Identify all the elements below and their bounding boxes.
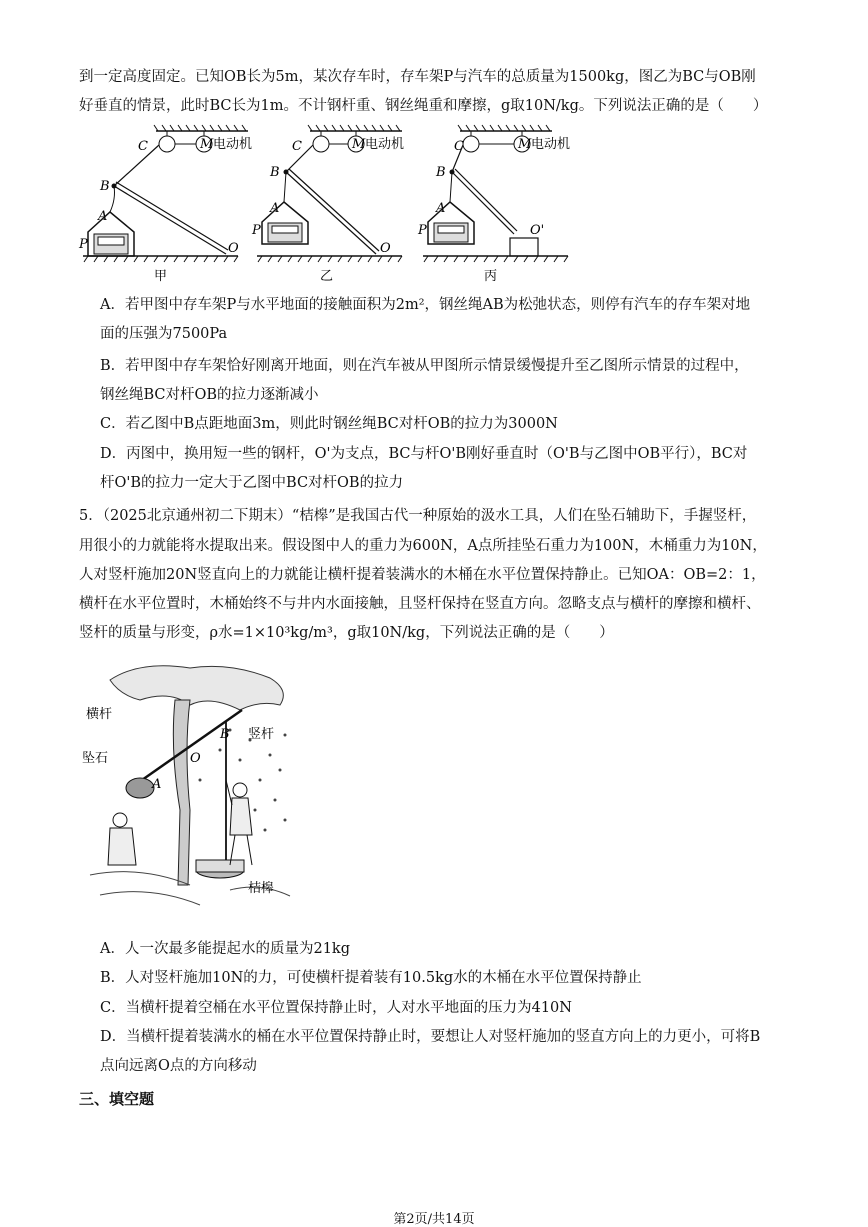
figure-yi [252, 124, 412, 286]
q4-option-a-line-2: 面的压强为7500Pa [100, 326, 228, 342]
motor-label: 电动机 [213, 137, 253, 152]
figure-jiegao [80, 660, 300, 922]
section-heading: 三、填空题 [79, 1090, 155, 1108]
figure-jia [78, 124, 253, 286]
motor-label: 电动机 [365, 137, 405, 152]
figure-caption-jia: 甲 [154, 269, 168, 284]
label-o: O [228, 241, 239, 256]
q4-option-b-line-2: 钢丝绳BC对杆OB的拉力逐渐减小 [100, 387, 319, 403]
q5-option-d-line-1: D．当横杆提着装满水的桶在水平位置保持静止时，要想让人对竖杆施加的竖直方向上的力更小，可将B [100, 1029, 761, 1045]
motor-m-label: M [352, 137, 366, 152]
q5-option-d-line-2: 点向远离O点的方向移动 [100, 1058, 257, 1074]
q5-stem-line-5: 竖杆的质量与形变，ρ水=1×10³kg/m³，g取10N/kg，下列说法正确的是（ ） [79, 625, 614, 641]
label-b: B [220, 727, 230, 742]
label-a: A [98, 209, 108, 224]
label-c: C [454, 139, 464, 154]
label-a: A [152, 777, 162, 792]
label-c: C [138, 139, 148, 154]
q4-stem-line-2: 好垂直的情景，此时BC长为1m。不计钢杆重、钢丝绳重和摩擦，g取10N/kg。下列说法正确的是（ ） [79, 98, 768, 114]
motor-label: 电动机 [531, 137, 571, 152]
label-zhuishi: 坠石 [82, 751, 109, 766]
label-p: P [79, 237, 88, 252]
motor-m-label: M [200, 137, 214, 152]
q4-option-c: C．若乙图中B点距地面3m，则此时钢丝绳BC对杆OB的拉力为3000N [100, 416, 558, 432]
page-footer: 第2页/共14页 [393, 1212, 475, 1227]
figure-bing [418, 124, 578, 286]
q5-option-c: C．当横杆提着空桶在水平位置保持静止时，人对水平地面的压力为410N [100, 1000, 572, 1016]
label-o-prime: O' [530, 223, 545, 238]
q5-option-b: B．人对竖杆施加10N的力，可使横杆提着装有10.5kg水的木桶在水平位置保持静止 [100, 970, 642, 986]
q5-option-a: A．人一次最多能提起水的质量为21kg [100, 941, 350, 957]
label-c: C [292, 139, 302, 154]
label-p: P [252, 223, 261, 238]
label-a: A [436, 201, 446, 216]
label-a: A [270, 201, 280, 216]
label-p: P [418, 223, 427, 238]
q5-stem-line-4: 横杆在水平位置时，木桶始终不与井内水面接触，且竖杆保持在竖直方向。忽略支点与横杆的摩擦和横杆、 [79, 596, 761, 612]
label-b: B [270, 165, 280, 180]
q4-option-d-line-2: 杆O'B的拉力一定大于乙图中BC对杆OB的拉力 [100, 475, 404, 491]
label-jiegao: 桔槔 [248, 881, 275, 896]
label-o: O [190, 751, 201, 766]
q4-option-b-line-1: B．若甲图中存车架恰好刚离开地面，则在汽车被从甲图所示情景缓慢提升至乙图所示情景的过程中， [100, 358, 749, 374]
label-b: B [436, 165, 446, 180]
label-o: O [380, 241, 391, 256]
label-hengan: 横杆 [86, 707, 113, 722]
q5-stem-line-2: 用很小的力就能将水提取出来。假设图中人的重力为600N，A点所挂坠石重力为100N，木桶重力为10N， [79, 538, 767, 554]
label-b: B [100, 179, 110, 194]
figure-caption-bing: 丙 [484, 269, 498, 284]
motor-m-label: M [518, 137, 532, 152]
q4-option-a-line-1: A．若甲图中存车架P与水平地面的接触面积为2m²，钢丝绳AB为松弛状态，则停有汽车的存车架对地 [100, 297, 751, 313]
q5-stem-line-1: 5．（2025北京通州初二下期末）“桔槔”是我国古代一种原始的汲水工具，人们在坠石辅助下，手握竖杆， [79, 508, 757, 524]
label-shugan: 竖杆 [248, 727, 275, 742]
q5-stem-line-3: 人对竖杆施加20N竖直向上的力就能让横杆提着装满水的木桶在水平位置保持静止。已知OA：OB=2：1， [79, 567, 766, 583]
q4-stem-line-1: 到一定高度固定。已知OB长为5m，某次存车时，存车架P与汽车的总质量为1500kg，图乙为BC与OB刚 [79, 69, 756, 85]
q4-option-d-line-1: D．丙图中，换用短一些的钢杆，O'为支点，BC与杆O'B刚好垂直时（O'B与乙图中OB平行），BC对 [100, 446, 748, 462]
figure-caption-yi: 乙 [320, 269, 334, 284]
